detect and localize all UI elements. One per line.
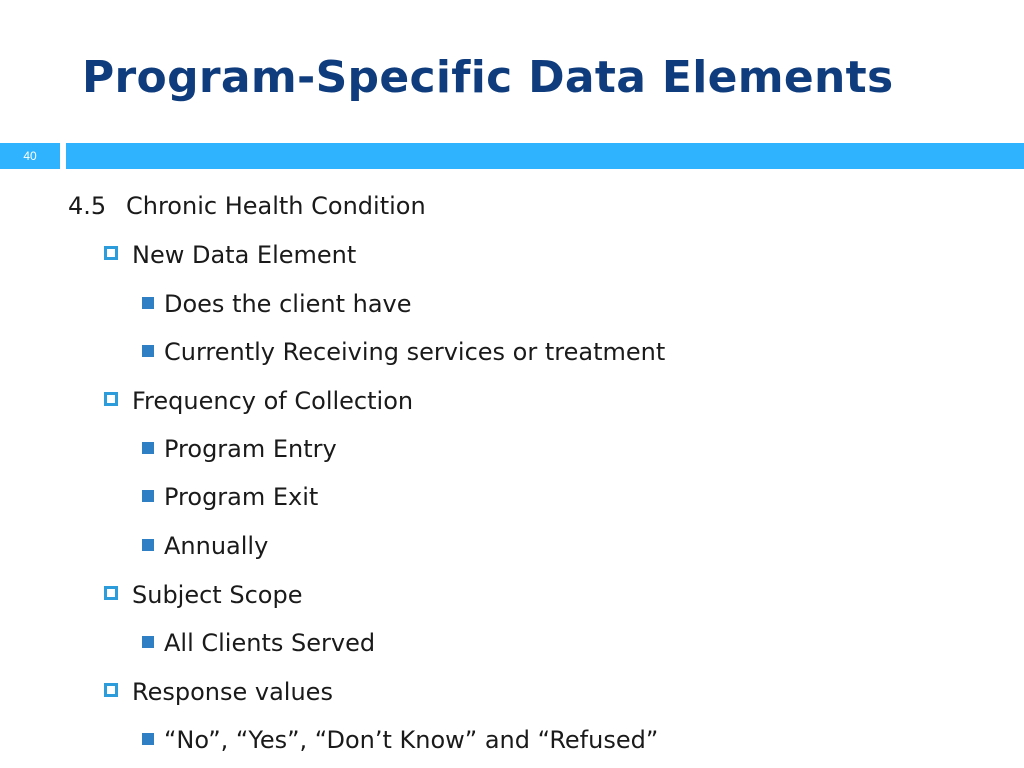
sub-bullet-label: Currently Receiving services or treatment (164, 338, 666, 366)
sub-bullet-label: “No”, “Yes”, “Don’t Know” and “Refused” (164, 726, 659, 754)
sub-bullet-item (142, 483, 318, 511)
sub-bullet-label: Program Exit (164, 483, 319, 511)
slide-number: 40 (0, 143, 60, 169)
solid-square-bullet-icon (142, 297, 154, 309)
solid-square-bullet-icon (142, 490, 154, 502)
section-number: 4.5 (68, 192, 107, 220)
sub-bullet-label: Does the client have (164, 290, 412, 318)
section-heading (68, 192, 426, 220)
sub-bullet-item (142, 290, 412, 318)
sub-bullet-item (142, 532, 268, 560)
sub-bullet-item (142, 629, 375, 657)
bullet-label: New Data Element (132, 241, 357, 269)
solid-square-bullet-icon (142, 345, 154, 357)
hollow-square-bullet-icon (104, 392, 118, 406)
sub-bullet-item (142, 726, 658, 754)
bullet-label: Response values (132, 678, 333, 706)
section-heading-text: Chronic Health Condition (126, 192, 426, 220)
hollow-square-bullet-icon (104, 246, 118, 260)
hollow-square-bullet-icon (104, 586, 118, 600)
slide-title: Program-Specific Data Elements (82, 52, 894, 103)
hollow-square-bullet-icon (104, 683, 118, 697)
bullet-label: Subject Scope (132, 581, 303, 609)
bullet-label: Frequency of Collection (132, 387, 414, 415)
solid-square-bullet-icon (142, 636, 154, 648)
solid-square-bullet-icon (142, 733, 154, 745)
solid-square-bullet-icon (142, 442, 154, 454)
sub-bullet-item (142, 338, 665, 366)
sub-bullet-label: Annually (164, 532, 269, 560)
solid-square-bullet-icon (142, 539, 154, 551)
bullet-new-data-element (104, 241, 356, 269)
sub-bullet-item (142, 435, 337, 463)
bullet-response-values (104, 678, 333, 706)
bullet-frequency-of-collection (104, 387, 413, 415)
sub-bullet-label: Program Entry (164, 435, 337, 463)
sub-bullet-label: All Clients Served (164, 629, 376, 657)
bullet-subject-scope (104, 581, 302, 609)
